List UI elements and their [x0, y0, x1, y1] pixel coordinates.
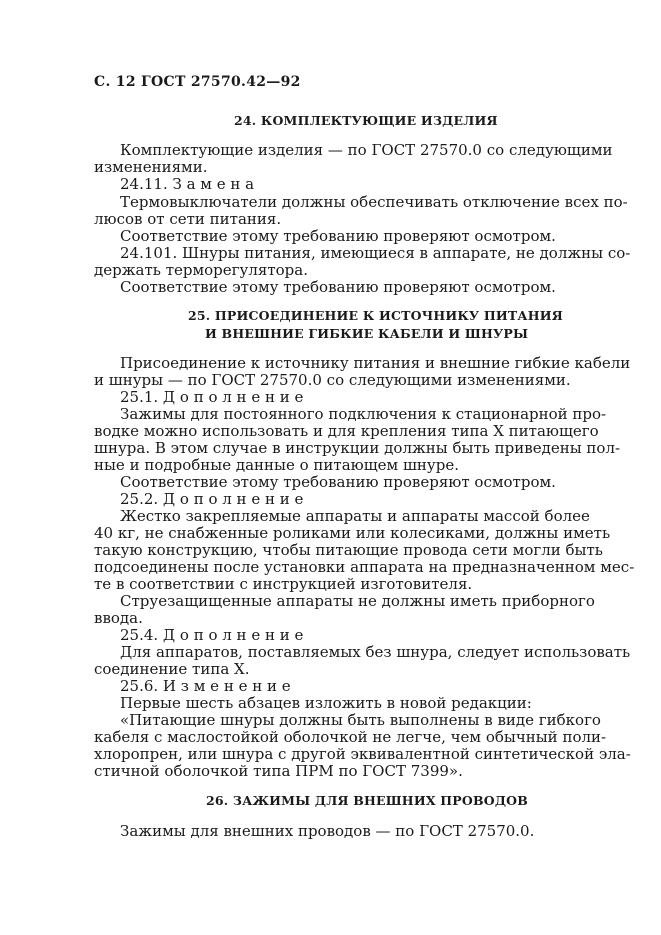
section-25-line-13: подсоединены после установки аппарата на предназначенном мес- — [94, 558, 635, 576]
section-25-line-7: ные и подробные данные о питающем шнуре. — [94, 456, 459, 474]
section-24-line-1: Комплектующие изделия — по ГОСТ 27570.0 со следующими — [120, 141, 613, 159]
section-25-line-12: такую конструкцию, чтобы питающие провода сети могли быть — [94, 541, 603, 559]
page-header: С. 12 ГОСТ 27570.42—92 — [94, 74, 301, 90]
section-26-title: 26. ЗАЖИМЫ ДЛЯ ВНЕШНИХ ПРОВОДОВ — [206, 793, 528, 808]
section-25-line-5: водке можно использовать и для крепления типа X питающего — [94, 422, 599, 440]
section-24-line-9: Соответствие этому требованию проверяют осмотром. — [120, 278, 556, 296]
section-25-line-25: стичной оболочкой типа ПРМ по ГОСТ 7399». — [94, 762, 463, 780]
section-25-line-10: Жестко закрепляемые аппараты и аппараты массой более — [120, 507, 590, 525]
section-25-line-24: хлоропрен, или шнура с другой эквивалентной синтетической эла- — [94, 745, 631, 763]
section-25-line-22: «Питающие шнуры должны быть выполнены в виде гибкого — [120, 711, 601, 729]
clause-25-6-heading: 25.6. И з м е н е н и е — [120, 677, 291, 695]
section-24-line-8: держать терморегулятора. — [94, 261, 308, 279]
section-25-line-14: те в соответствии с инструкцией изготовителя. — [94, 575, 473, 593]
section-25-line-15: Струезащищенные аппараты не должны иметь приборного — [120, 592, 595, 610]
section-25-line-19: соединение типа X. — [94, 660, 250, 678]
section-25-title-line-1: 25. ПРИСОЕДИНЕНИЕ К ИСТОЧНИКУ ПИТАНИЯ — [188, 308, 563, 323]
clause-25-1-heading: 25.1. Д о п о л н е н и е — [120, 388, 304, 406]
clause-24-11-heading: 24.11. З а м е н а — [120, 175, 255, 193]
section-25-title-line-2: И ВНЕШНИЕ ГИБКИЕ КАБЕЛИ И ШНУРЫ — [205, 326, 529, 341]
section-24-line-6: Соответствие этому требованию проверяют осмотром. — [120, 227, 556, 245]
section-24-line-4: Термовыключатели должны обеспечивать отключение всех по- — [120, 193, 628, 211]
section-25-line-2: и шнуры — по ГОСТ 27570.0 со следующими изменениями. — [94, 371, 571, 389]
section-25-line-1: Присоединение к источнику питания и внешние гибкие кабели — [120, 354, 631, 372]
clause-25-2-heading: 25.2. Д о п о л н е н и е — [120, 490, 304, 508]
clause-24-101-heading: 24.101. Шнуры питания, имеющиеся в аппарате, не должны со- — [120, 244, 631, 262]
section-24-line-5: люсов от сети питания. — [94, 210, 282, 228]
section-25-line-4: Зажимы для постоянного подключения к стационарной про- — [120, 405, 607, 423]
section-25-line-6: шнура. В этом случае в инструкции должны быть приведены пол- — [94, 439, 621, 457]
section-26-line-1: Зажимы для внешних проводов — по ГОСТ 27570.0. — [120, 822, 535, 840]
clause-25-4-heading: 25.4. Д о п о л н е н и е — [120, 626, 304, 644]
section-25-line-21: Первые шесть абзацев изложить в новой редакции: — [120, 694, 532, 712]
section-24-title: 24. КОМПЛЕКТУЮЩИЕ ИЗДЕЛИЯ — [234, 113, 498, 128]
section-25-line-8: Соответствие этому требованию проверяют осмотром. — [120, 473, 556, 491]
section-24-line-2: изменениями. — [94, 158, 208, 176]
section-25-line-11: 40 кг, не снабженные роликами или колесиками, должны иметь — [94, 524, 611, 542]
section-25-line-16: ввода. — [94, 609, 143, 627]
section-25-line-23: кабеля с маслостойкой оболочкой не легче, чем обычный поли- — [94, 728, 607, 746]
section-25-line-18: Для аппаратов, поставляемых без шнура, следует использовать — [120, 643, 631, 661]
